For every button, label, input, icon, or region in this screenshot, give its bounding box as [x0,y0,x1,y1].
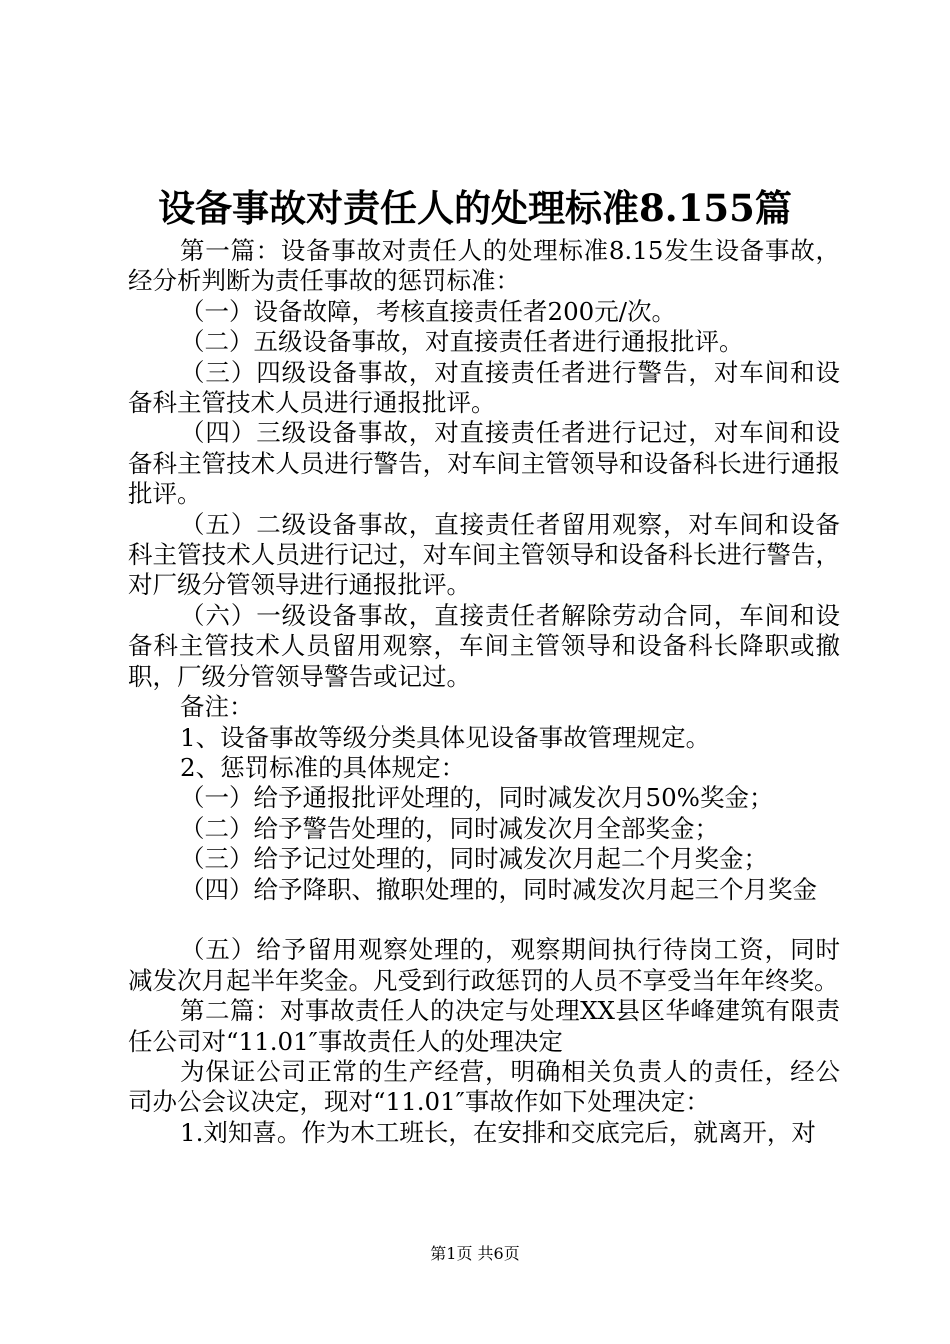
paragraph: （五）给予留用观察处理的，观察期间执行待岗工资，同时减发次月起半年奖金。凡受到行政惩罚的人员不享受当年年终奖。 [128,935,840,995]
paragraph: （一）设备故障，考核直接责任者200元/次。 [180,296,677,326]
paragraph: 第一篇：设备事故对责任人的处理标准8.15发生设备事故，经分析判断为责任事故的惩罚标准： [128,236,840,296]
paragraph: （六）一级设备事故，直接责任者解除劳动合同，车间和设备科主管技术人员留用观察，车间主管领导和设备科长降职或撤职，厂级分管领导警告或记过。 [128,600,840,691]
paragraph: 1.刘知喜。作为木工班长，在安排和交底完后，就离开，对 [180,1117,816,1147]
paragraph: （三）四级设备事故，对直接责任者进行警告，对车间和设备科主管技术人员进行通报批评。 [128,357,840,418]
document-body [128,236,840,1148]
paragraph: 2、惩罚标准的具体规定： [180,752,466,782]
paragraph: 备注： [180,692,254,722]
paragraph: 为保证公司正常的生产经营，明确相关负责人的责任，经公司办公会议决定，现对“11.01″事故作如下处理决定： [128,1056,840,1117]
paragraph: （四）三级设备事故，对直接责任者进行记过，对车间和设备科主管技术人员进行警告，对车间主管领导和设备科长进行通报批评。 [128,418,840,509]
page-footer: 第1页 共6页 [430,1244,520,1263]
blank-line [128,905,840,935]
paragraph: （一）给予通报批评处理的，同时减发次月50%奖金； [180,783,774,813]
paragraph: （二）五级设备事故，对直接责任者进行通报批评。 [180,327,744,357]
paragraph: 1、设备事故等级分类具体见设备事故管理规定。 [180,722,711,752]
paragraph: 第二篇：对事故责任人的决定与处理XX县区华峰建筑有限责任公司对“11.01″事故责任人的处理决定 [128,996,840,1056]
paragraph: （二）给予警告处理的，同时减发次月全部奖金； [180,813,719,843]
document-title: 设备事故对责任人的处理标准8.155篇 [158,186,792,230]
paragraph: （五）二级设备事故，直接责任者留用观察，对车间和设备科主管技术人员进行记过，对车间主管领导和设备科长进行警告，对厂级分管领导进行通报批评。 [128,509,840,600]
paragraph: （三）给予记过处理的，同时减发次月起二个月奖金； [180,844,768,874]
paragraph: （四）给予降职、撤职处理的，同时减发次月起三个月奖金 [180,874,817,904]
